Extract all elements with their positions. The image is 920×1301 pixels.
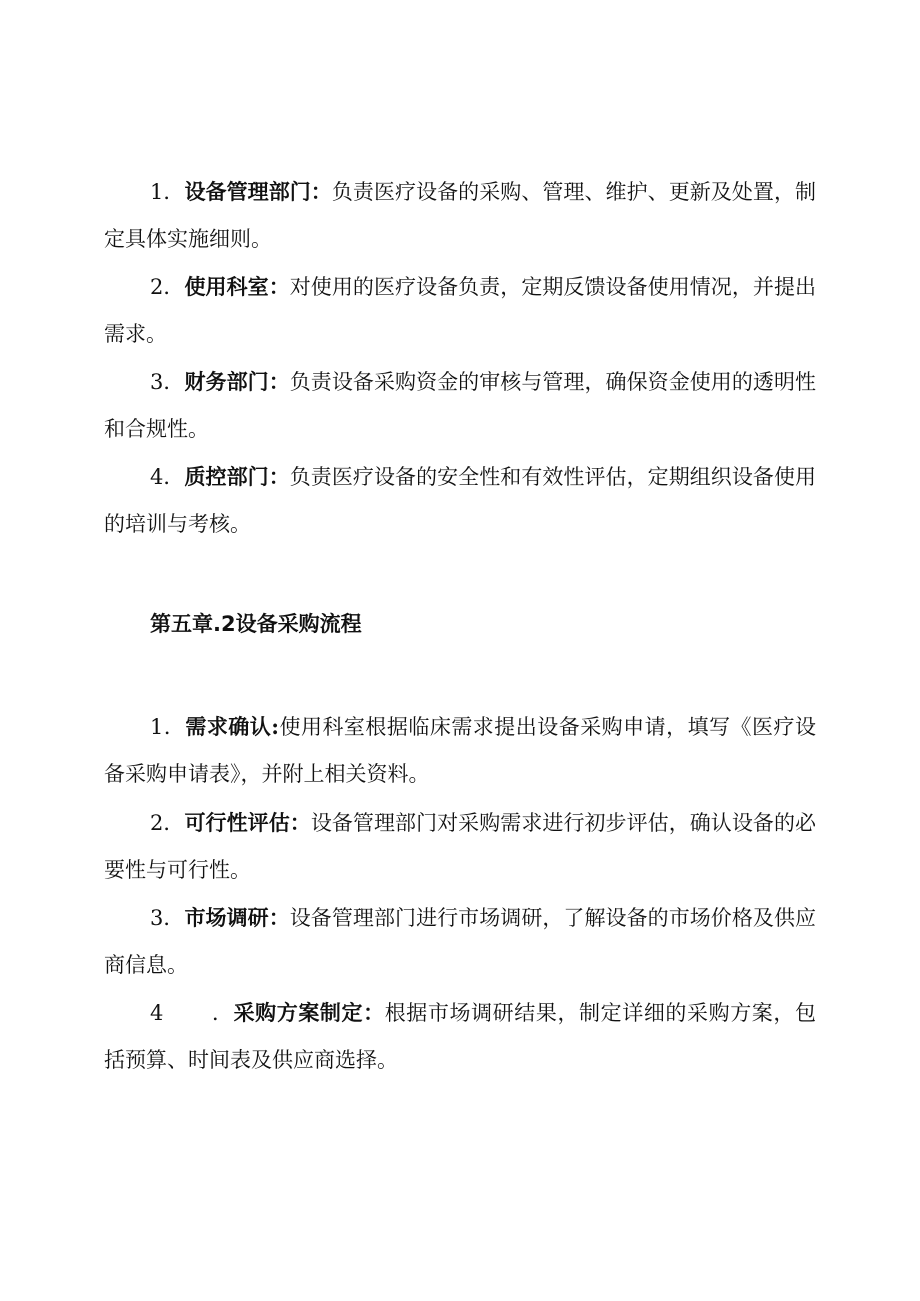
item-text: 负责设备采购资金的审核与管理，确保资金使用的透明性和合规性。 bbox=[104, 370, 817, 441]
list-item-equipment-dept bbox=[104, 168, 816, 263]
item-term: 需求确认: bbox=[185, 714, 280, 739]
item-term: 采购方案制定： bbox=[233, 1000, 385, 1025]
list-item-using-dept bbox=[104, 263, 816, 358]
item-number: 4 bbox=[150, 1001, 164, 1025]
item-number: 1 bbox=[150, 715, 164, 739]
item-number: 2 bbox=[150, 275, 164, 299]
item-text: 负责医疗设备的安全性和有效性评估，定期组织设备使用的培训与考核。 bbox=[104, 465, 817, 536]
item-term: 市场调研： bbox=[184, 905, 290, 930]
item-text: 设备管理部门进行市场调研，了解设备的市场价格及供应商信息。 bbox=[104, 906, 817, 977]
item-number: 3 bbox=[150, 906, 164, 930]
item-number: 1 bbox=[150, 180, 164, 204]
list-item-qc-dept bbox=[104, 453, 816, 548]
list-item-demand-confirmation bbox=[104, 703, 816, 798]
section-heading: 第五章.2设备采购流程 bbox=[150, 612, 362, 636]
item-text: 负责医疗设备的采购、管理、维护、更新及处置，制定具体实施细则。 bbox=[104, 180, 817, 251]
item-term: 设备管理部门： bbox=[184, 179, 332, 204]
item-separator: ． bbox=[211, 1001, 234, 1025]
item-number: 2 bbox=[150, 811, 164, 835]
item-separator: ． bbox=[163, 715, 186, 739]
item-text: 使用科室根据临床需求提出设备采购申请，填写《医疗设备采购申请表》，并附上相关资料。 bbox=[104, 715, 816, 786]
item-number: 3 bbox=[150, 370, 164, 394]
item-term: 质控部门： bbox=[184, 464, 290, 489]
item-text: 对使用的医疗设备负责，定期反馈设备使用情况，并提出需求。 bbox=[104, 275, 817, 346]
item-number: 4 bbox=[150, 465, 164, 489]
item-separator: ． bbox=[163, 811, 185, 835]
list-item-procurement-plan bbox=[104, 989, 816, 1084]
list-item-market-research bbox=[104, 894, 816, 989]
item-separator: ． bbox=[163, 465, 185, 489]
item-separator: ． bbox=[163, 906, 185, 930]
item-text: 设备管理部门对采购需求进行初步评估，确认设备的必要性与可行性。 bbox=[104, 811, 817, 882]
item-separator: ． bbox=[163, 180, 185, 204]
item-separator: ． bbox=[163, 370, 185, 394]
item-term: 财务部门： bbox=[184, 369, 290, 394]
list-item-feasibility bbox=[104, 799, 816, 894]
item-term: 可行性评估： bbox=[184, 810, 311, 835]
list-item-finance-dept bbox=[104, 358, 816, 453]
item-term: 使用科室： bbox=[184, 274, 290, 299]
item-separator: ． bbox=[163, 275, 185, 299]
item-text: 根据市场调研结果，制定详细的采购方案，包括预算、时间表及供应商选择。 bbox=[104, 1001, 816, 1072]
